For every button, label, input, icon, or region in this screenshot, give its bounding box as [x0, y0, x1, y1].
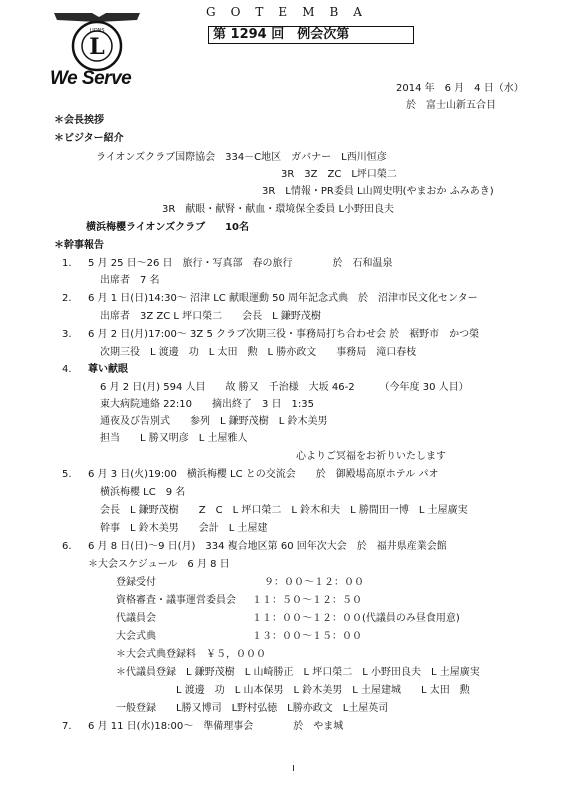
visitor-line: ライオンズクラブ国際協会 334－C地区 ガバナー L西川恒彦	[96, 152, 387, 163]
report-line: 6 月 1 日(日)14:30～ 沼津 LC 献眼運動 50 周年記念式典 於 沼津市民文化センター	[88, 293, 478, 304]
item-number: 2.	[62, 293, 72, 304]
section-secretary: ＊幹事報告	[54, 240, 104, 251]
item-number: 7.	[62, 721, 72, 732]
report-line: 出席者 7 名	[100, 275, 160, 286]
item-number: 6.	[62, 541, 72, 552]
delegate-line: L 渡邊 功 L 山本保男 L 鈴木美男 L 土屋建城 L 太田 勲	[176, 685, 470, 696]
report-line: 6 月 3 日(火)19:00 横浜梅櫻 LC との交流会 於 御殿場高原ホテル パオ	[88, 469, 439, 480]
report-line: 6 月 2 日(月) 594 人目 故 勝又 千治様 大坂 46-2 （今年度 30 人目）	[100, 382, 469, 393]
report-line: 5 月 25 日～26 日 旅行・写真部 春の旅行 於 石和温泉	[88, 258, 393, 269]
we-serve-slogan: We Serve	[50, 68, 132, 89]
item-number: 3.	[62, 329, 72, 340]
meeting-venue: 於 富士山新五合目	[406, 100, 496, 111]
schedule-label: 登録受付	[116, 577, 156, 588]
logo-letter: L	[89, 34, 105, 60]
visitor-line: 3R L情報・PR委員 L山岡史明(やまおか ふみあき)	[262, 186, 494, 197]
report-line: 出席者 3Z ZC L 坪口榮二 会長 L 鎌野茂樹	[100, 311, 321, 322]
meeting-number-box: 第 1294 回 例会次第	[208, 26, 414, 44]
section-greeting: ＊会長挨拶	[54, 115, 104, 126]
item-number: 4.	[62, 364, 72, 375]
visitor-line: 横浜梅櫻ライオンズクラブ 10名	[86, 222, 250, 233]
general-registration: 一般登録 L勝又博司 L野村弘徳 L勝亦政文 L土屋英司	[116, 703, 389, 714]
scan-mark	[293, 765, 294, 771]
report-line: 横浜梅櫻 LC 9 名	[100, 487, 186, 498]
schedule-time: １１：５０～１２：５０	[252, 595, 362, 606]
delegate-line: ＊代議員登録 L 鎌野茂樹 L 山崎勝正 L 坪口榮二 L 小野田良夫 L 土屋廣実	[116, 667, 480, 678]
report-line: 心よりご冥福をお祈りいたします	[296, 451, 446, 462]
schedule-time: １３：００～１５：００	[252, 631, 362, 642]
report-line: 6 月 11 日(水)18:00～ 準備理事会 於 やま城	[88, 721, 344, 732]
item-number: 1.	[62, 258, 72, 269]
logo-arc-text: LIONS	[89, 28, 105, 34]
report-line: 次期三役 L 渡邊 功 L 太田 勲 L 勝亦政文 事務局 滝口春枝	[100, 347, 417, 358]
schedule-label: 大会式典	[116, 631, 156, 642]
report-line: 6 月 2 日(月)17:00～ 3Z 5 クラブ次期三役・事務局打ち合わせ会 於 裾野市 かつ榮	[88, 329, 480, 340]
visitor-line: 3R 献眼・献腎・献血・環境保全委員 L小野田良夫	[162, 204, 395, 215]
schedule-label: 代議員会	[116, 613, 156, 624]
schedule-time: １１：００～１２：００(代議員のみ昼食用意)	[252, 613, 460, 624]
report-line: 担当 L 勝又明彦 L 土屋雅人	[100, 433, 248, 444]
visitor-line: 3R 3Z ZC L坪口榮二	[281, 169, 397, 180]
schedule-time: ９：００～１２：００	[264, 577, 364, 588]
section-visitors: ＊ビジター紹介	[54, 133, 124, 144]
report-line: 会長 L 鎌野茂樹 Z C L 坪口榮二 L 鈴木和夫 L 勝間田一博 L 土屋廣実	[100, 505, 468, 516]
report-line: 6 月 8 日(日)～9 日(月) 334 複合地区第 60 回年次大会 於 福井県産業会館	[88, 541, 447, 552]
report-line: 東大病院連絡 22:10 摘出終了 3 日 1:35	[100, 399, 314, 410]
report-line: 通夜及び告別式 参列 L 鎌野茂樹 L 鈴木美男	[100, 416, 328, 427]
report-line: 尊い献眼	[88, 364, 128, 375]
item-number: 5.	[62, 469, 72, 480]
schedule-label: 資格審査・議事運営委員会	[116, 595, 236, 606]
registration-fee: ＊大会式典登録料 ￥５，０００	[116, 649, 266, 660]
page-title: GOTEMBA	[206, 5, 377, 19]
meeting-date: 2014 年 6 月 4 日（水）	[396, 83, 524, 94]
schedule-title: ＊大会スケジュール 6 月 8 日	[88, 559, 230, 570]
report-line: 幹事 L 鈴木美男 会計 L 土屋建	[100, 523, 268, 534]
